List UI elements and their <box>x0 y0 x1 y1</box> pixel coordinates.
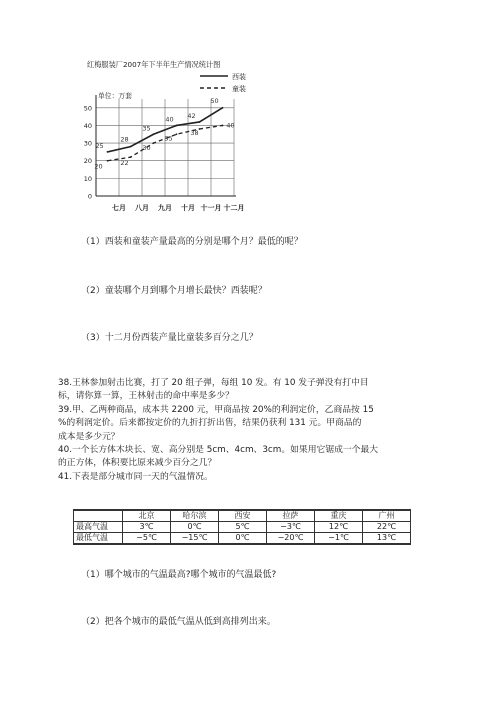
table-cell: 0℃ <box>171 522 219 533</box>
y-tick-label: 10 <box>83 174 92 183</box>
x-tick-label: 七月 <box>112 204 126 212</box>
data-point <box>222 125 224 127</box>
problem-38 <box>58 377 473 404</box>
chart-question-1: （1）西装和童装产量最高的分别是哪个月？最低的呢？ <box>81 237 303 247</box>
problem-41 <box>58 471 473 484</box>
table-cell: 5℃ <box>219 522 267 533</box>
table-header-cell: 重庆 <box>315 510 363 522</box>
problem-40-line-1: 40.一个长方体木块长、宽、高分别是 5cm、4cm、3cm。如果用它锯成一个最大 <box>58 445 379 455</box>
table-cell: −15℃ <box>171 533 219 545</box>
chart-unit-label: 单位：万套 <box>98 92 132 100</box>
legend-label: 童装 <box>232 85 246 93</box>
table-header-row <box>74 510 411 522</box>
table-cell: −20℃ <box>267 533 315 545</box>
data-point <box>176 125 178 127</box>
problem-40-line-2: 的正方体，体积要比原来减少百分之几？ <box>58 458 217 469</box>
problem-39-line-3: 成本是多少元？ <box>58 431 120 442</box>
problem-39-line-1: 39.甲、乙两种商品，成本共 2200 元，甲商品按 20%的利润定价，乙商品按 15 <box>58 405 374 415</box>
data-point <box>176 133 178 135</box>
data-label: 22 <box>120 159 129 168</box>
table-row <box>74 533 411 545</box>
chart-title: 红梅服装厂2007年下半年生产情况统计图 <box>87 60 221 69</box>
legend-label: 西装 <box>232 73 246 81</box>
y-tick-label: 20 <box>83 157 92 166</box>
data-point <box>130 156 132 158</box>
chart-question-2: （2）童装哪个月到哪个月增长最快？西装呢？ <box>81 286 267 296</box>
table-cell: −1℃ <box>315 533 363 545</box>
table-cell: 22℃ <box>363 522 411 533</box>
data-label: 35 <box>142 124 151 133</box>
table-cell: 最高气温 <box>74 522 123 533</box>
weather-table <box>73 509 411 545</box>
data-point <box>153 142 155 144</box>
problem-38-line-2: 标，请你算一算，王林射击的命中率是多少？ <box>58 391 234 402</box>
chart-question-3: （3）十二月份西装产量比童装多百分之几？ <box>81 333 258 343</box>
y-tick-label: 30 <box>83 139 92 148</box>
x-tick-label: 九月 <box>158 204 172 212</box>
chart-svg <box>0 0 500 230</box>
table-cell: 0℃ <box>219 533 267 545</box>
x-tick-label: 十一月 <box>200 204 222 212</box>
data-point <box>199 121 201 123</box>
table-header-cell: 哈尔滨 <box>171 510 219 522</box>
table-cell: 3℃ <box>123 522 171 533</box>
problem-39 <box>58 404 473 444</box>
table-cell: −3℃ <box>267 522 315 533</box>
data-label: 42 <box>187 111 196 120</box>
data-label: 20 <box>94 162 103 171</box>
data-point <box>222 107 224 109</box>
problem-38-line-1: 38.王林参加射击比赛，打了 20 组子弹，每组 10 发。有 10 发子弹没有打中目 <box>58 378 369 388</box>
x-tick-label: 八月 <box>135 204 149 212</box>
table-row <box>74 522 411 533</box>
table-cell: 12℃ <box>315 522 363 533</box>
table-header-cell: 北京 <box>123 510 171 522</box>
table-header-cell: 广州 <box>363 510 411 522</box>
table-question-2: （2）把各个城市的最低气温从低到高排列出来。 <box>81 617 276 627</box>
data-label: 35 <box>164 134 173 143</box>
table-cell: 13℃ <box>363 533 411 545</box>
data-point <box>107 160 109 162</box>
data-label: 40 <box>165 115 174 124</box>
problem-41-line-1: 41.下表是部分城市同一天的气温情况。 <box>58 472 213 482</box>
data-point <box>107 151 109 153</box>
data-label: 28 <box>120 135 129 144</box>
data-label: 40 <box>226 121 235 130</box>
y-tick-label: 0 <box>87 192 92 201</box>
data-point <box>130 146 132 148</box>
production-line-chart <box>0 0 500 230</box>
table-cell: 最低气温 <box>74 533 123 545</box>
table-question-1: （1）哪个城市的气温最高?哪个城市的气温最低? <box>81 570 277 580</box>
y-tick-label: 40 <box>83 121 92 130</box>
data-label: 50 <box>210 96 219 105</box>
table-header-cell: 西安 <box>219 510 267 522</box>
data-label: 38 <box>190 128 199 137</box>
problem-39-line-2: %的利润定价。后来都按定价的九折打折出售，结果仍获利 131 元。甲商品的 <box>58 418 362 429</box>
table-cell: −5℃ <box>123 533 171 545</box>
table-header-cell <box>74 510 123 522</box>
x-tick-label: 十月 <box>181 204 195 212</box>
problem-40 <box>58 444 473 471</box>
data-label: 25 <box>95 141 104 150</box>
data-point <box>153 133 155 135</box>
data-point <box>199 128 201 130</box>
table-header-cell: 拉萨 <box>267 510 315 522</box>
x-tick-label: 十二月 <box>223 204 245 212</box>
y-tick-label: 50 <box>83 104 92 113</box>
data-label: 30 <box>142 144 151 153</box>
